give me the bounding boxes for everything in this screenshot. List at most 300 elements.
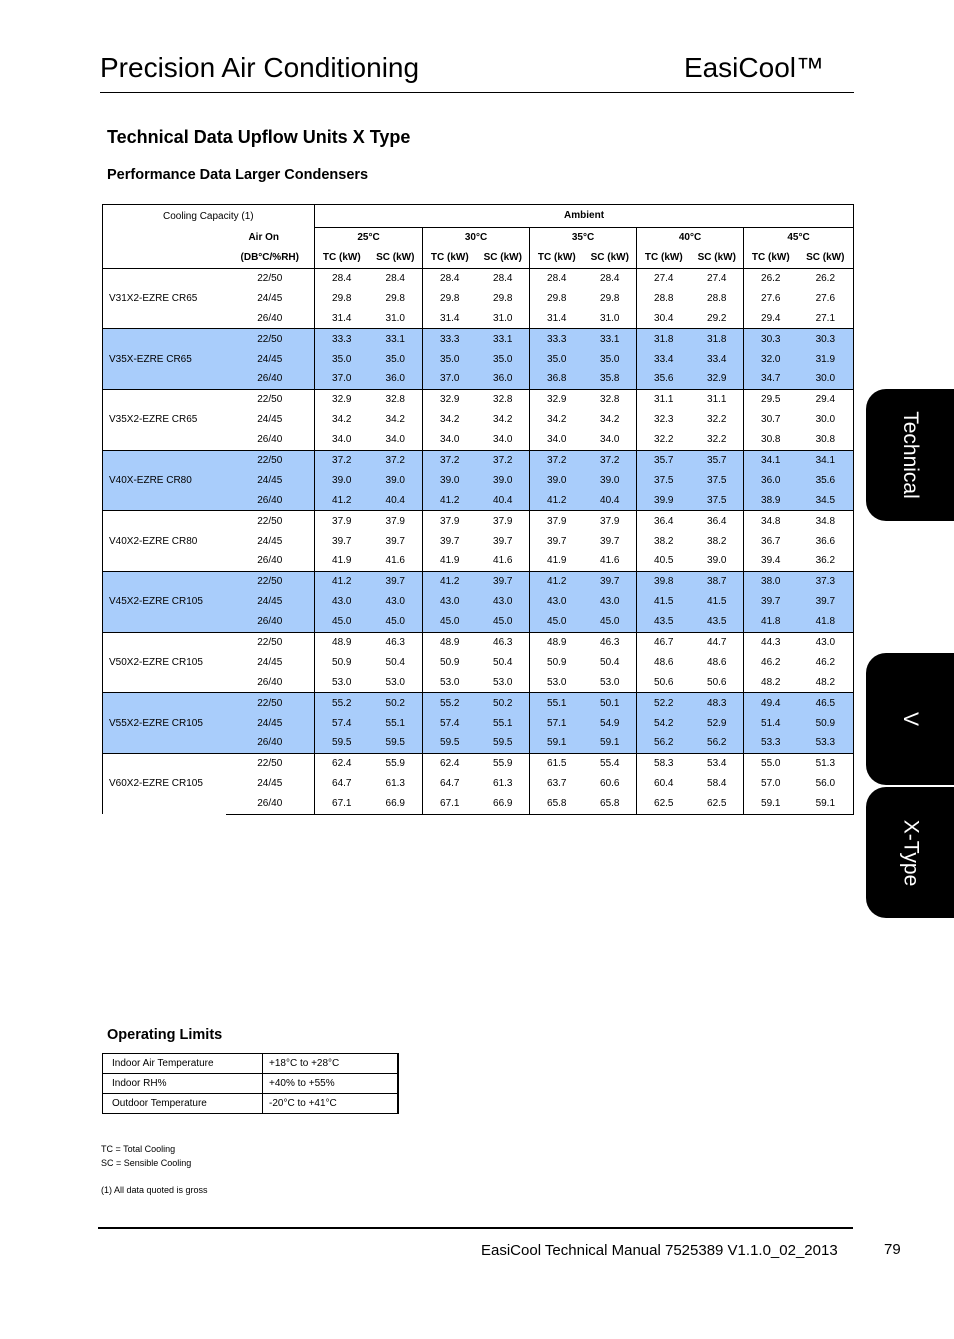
sc-value: 37.9 [584,511,637,531]
sc-value: 34.5 [798,490,854,510]
sc-value: 37.5 [691,490,744,510]
sc-value: 37.2 [369,450,423,470]
sc-value: 50.9 [798,713,854,733]
sc-value: 26.2 [798,268,854,288]
tc-value: 36.7 [744,531,798,551]
sc-header: SC (kW) [483,252,522,263]
sc-value: 29.8 [385,292,405,304]
footer-text: EasiCool Technical Manual 7525389 V1.1.0_02_2013 [481,1242,838,1259]
tc-value: 39.7 [423,531,477,551]
sc-value: 43.5 [691,612,744,632]
sc-value: 35.7 [691,450,744,470]
sc-value: 34.8 [798,511,854,531]
table-row [103,571,854,591]
ambient-label: Ambient [315,205,854,228]
sc-value: 38.7 [691,571,744,591]
sc-value: 50.1 [584,693,637,713]
tc-value: 39.0 [530,470,584,490]
tc-value: 62.4 [315,753,369,773]
tc-value: 39.7 [315,531,369,551]
header-title: Precision Air Conditioning [100,52,420,83]
tc-value: 28.4 [530,268,584,288]
tc-value: 41.5 [637,592,691,612]
tc-value: 57.4 [315,713,369,733]
tc-value: 48.9 [423,632,477,652]
limits-row [103,1074,398,1094]
sc-value: 39.7 [385,535,405,547]
sc-value: 31.1 [691,389,744,409]
tc-value: 41.2 [423,571,477,591]
sc-value: 40.4 [369,490,423,510]
tc-value: 34.8 [744,511,798,531]
tc-value: 55.0 [744,753,798,773]
sc-value: 39.0 [369,470,423,490]
sc-value: 29.8 [600,292,620,304]
footer-divider [98,1227,853,1229]
sc-value: 46.3 [477,632,530,652]
table-row [103,511,854,531]
air-on-condition: 26/40 [226,369,315,389]
tc-value: 36.4 [637,511,691,531]
sc-value: 50.2 [477,693,530,713]
tc-value: 29.5 [744,389,798,409]
tc-value: 37.0 [315,369,369,389]
tc-value: 31.8 [637,329,691,349]
tc-value: 41.2 [423,490,477,510]
sc-value: 41.6 [493,555,513,567]
sc-value: 28.4 [584,268,637,288]
tc-value: 39.7 [744,592,798,612]
sc-value: 35.0 [369,349,423,369]
tc-value: 29.4 [744,308,798,328]
air-on-condition: 26/40 [257,312,283,324]
tc-value: 53.0 [530,672,584,692]
tc-value: 45.0 [530,612,584,632]
tc-value: 32.9 [315,389,369,409]
sc-value: 58.4 [707,778,727,790]
tc-value: 34.2 [423,410,477,430]
sc-value: 40.4 [477,490,530,510]
tc-value: 29.8 [315,288,369,308]
sc-value: 37.9 [477,511,530,531]
tc-value: 53.0 [423,672,477,692]
sc-header: SC (kW) [697,252,736,263]
tab-x-type[interactable] [866,787,954,918]
tc-value: 28.4 [315,268,369,288]
tc-value: 50.9 [530,652,584,672]
model-name: V35X-EZRE CR65 [103,329,226,390]
tc-value: 59.1 [530,733,584,753]
sc-value: 37.2 [584,450,637,470]
tc-value: 30.4 [637,308,691,328]
sc-value: 50.2 [369,693,423,713]
tc-value: 46.2 [744,652,798,672]
tc-value: 59.1 [744,794,798,814]
air-on-condition: 24/45 [226,470,315,490]
tc-value: 39.9 [637,490,691,510]
tc-value: 37.0 [423,369,477,389]
sc-value: 55.1 [369,713,423,733]
tc-value: 39.8 [637,571,691,591]
sc-value: 35.6 [798,470,854,490]
model-name: V31X2-EZRE CR65 [103,268,226,329]
section-title: Technical Data Upflow Units X Type [107,127,411,147]
tc-value: 48.9 [530,632,584,652]
sc-value: 33.1 [584,329,637,349]
tc-value: 39.0 [315,470,369,490]
limit-label: Indoor Air Temperature [103,1054,263,1074]
subsection-title: Performance Data Larger Condensers [107,167,369,183]
tc-value: 29.8 [423,288,477,308]
sc-value: 34.2 [385,414,405,426]
tc-value: 41.9 [423,551,477,571]
limit-value: +40% to +55% [263,1074,398,1094]
sc-value: 59.5 [369,733,423,753]
tc-value: 60.4 [637,774,691,794]
table-row [103,389,854,409]
air-on-condition: 26/40 [226,612,315,632]
tc-value: 50.9 [423,652,477,672]
sc-value: 41.6 [385,555,405,567]
tc-value: 34.2 [315,410,369,430]
tc-value: 41.2 [530,571,584,591]
tc-value: 58.3 [637,753,691,773]
tc-value: 55.1 [530,693,584,713]
air-on-condition: 24/45 [226,592,315,612]
tc-value: 48.6 [637,652,691,672]
limit-value: -20°C to +41°C [263,1094,398,1114]
sc-value: 62.5 [691,794,744,814]
sc-value: 48.3 [691,693,744,713]
tc-value: 65.8 [530,794,584,814]
sc-header: SC (kW) [376,252,415,263]
tc-header: TC (kW) [744,248,798,269]
tab-v-label: V [898,711,922,727]
sc-value: 48.6 [707,656,727,668]
air-on-condition: 26/40 [257,434,283,446]
tc-value: 33.3 [530,329,584,349]
page-number: 79 [884,1241,901,1258]
sc-value: 34.0 [385,434,405,446]
tc-value: 39.0 [423,470,477,490]
tc-value: 64.7 [423,774,477,794]
sc-value: 35.8 [584,369,637,389]
sc-value: 31.0 [600,312,620,324]
note-sc: SC = Sensible Cooling [101,1158,192,1168]
model-name: V60X2-EZRE CR105 [103,753,226,814]
tc-value: 57.4 [423,713,477,733]
tc-value: 39.7 [530,531,584,551]
tc-value: 33.4 [637,349,691,369]
sc-value: 29.4 [798,389,854,409]
sc-value: 32.2 [707,414,727,426]
tc-value: 62.4 [423,753,477,773]
tc-value: 32.0 [744,349,798,369]
tc-value: 64.7 [315,774,369,794]
limits-row [103,1094,398,1114]
sc-value: 30.3 [798,329,854,349]
sc-value: 51.3 [798,753,854,773]
tc-value: 27.4 [637,268,691,288]
tc-value: 44.3 [744,632,798,652]
temp-header: 35°C [530,227,637,248]
tc-value: 35.0 [423,349,477,369]
tc-value: 41.2 [315,571,369,591]
header-brand: EasiCool™ [683,52,824,83]
sc-value: 33.4 [691,349,744,369]
air-on-condition: 22/50 [226,511,315,531]
sc-header: SC (kW) [590,252,629,263]
tc-value: 57.1 [530,713,584,733]
table-row [103,450,854,470]
tc-header: TC (kW) [423,248,477,269]
tc-value: 62.5 [637,794,691,814]
air-on-condition: 26/40 [226,733,315,753]
sc-value: 45.0 [584,612,637,632]
sc-value: 32.8 [584,389,637,409]
tc-value: 45.0 [423,612,477,632]
tc-value: 52.2 [637,693,691,713]
tc-value: 48.9 [315,632,369,652]
sc-value: 53.3 [798,733,854,753]
tc-value: 56.2 [637,733,691,753]
tc-value: 53.3 [744,733,798,753]
sc-value: 43.0 [369,592,423,612]
note-tc: TC = Total Cooling [101,1144,176,1154]
sc-value: 59.1 [798,794,854,814]
sc-value: 53.4 [691,753,744,773]
sc-value: 65.8 [584,794,637,814]
sc-value: 59.5 [477,733,530,753]
sc-value: 43.0 [477,592,530,612]
tc-value: 34.0 [530,430,584,450]
tc-value: 67.1 [315,794,369,814]
tc-header: TC (kW) [315,248,369,269]
air-on-condition: 22/50 [226,389,315,409]
tc-value: 34.2 [530,410,584,430]
tc-value: 35.7 [637,450,691,470]
sc-value: 48.2 [798,672,854,692]
limit-value: +18°C to +28°C [263,1054,398,1074]
air-on-condition: 22/50 [226,571,315,591]
tc-value: 30.8 [744,430,798,450]
tc-value: 36.8 [530,369,584,389]
sc-value: 55.1 [477,713,530,733]
sc-value: 39.7 [600,535,620,547]
tc-value: 43.0 [530,592,584,612]
tc-value: 37.2 [530,450,584,470]
sc-value: 39.7 [493,535,513,547]
tc-value: 31.1 [637,389,691,409]
tc-value: 26.2 [744,268,798,288]
note-gross: (1) All data quoted is gross [101,1185,208,1195]
sc-value: 46.3 [584,632,637,652]
tc-value: 27.6 [744,288,798,308]
sc-value: 32.2 [707,434,727,446]
sc-value: 66.9 [369,794,423,814]
tc-value: 59.5 [423,733,477,753]
air-on-condition: 24/45 [257,535,283,547]
tc-value: 32.3 [637,410,691,430]
tc-value: 32.2 [637,430,691,450]
tc-value: 50.9 [315,652,369,672]
sc-value: 60.6 [600,778,620,790]
tc-value: 49.4 [744,693,798,713]
sc-value: 52.9 [691,713,744,733]
sc-value: 39.7 [477,571,530,591]
sc-value: 36.4 [691,511,744,531]
tab-technical[interactable] [866,389,954,521]
tc-value: 41.9 [530,551,584,571]
sc-value: 31.9 [798,349,854,369]
sc-value: 39.7 [369,571,423,591]
tc-value: 35.6 [637,369,691,389]
sc-value: 35.0 [584,349,637,369]
model-name: V50X2-EZRE CR105 [103,632,226,693]
tc-value: 48.2 [744,672,798,692]
sc-value: 34.2 [600,414,620,426]
tc-value: 34.1 [744,450,798,470]
sc-value: 33.1 [477,329,530,349]
sc-value: 41.5 [691,592,744,612]
sc-value: 31.0 [493,312,513,324]
operating-limits-table [102,1053,399,1114]
sc-value: 28.4 [477,268,530,288]
sc-value: 56.2 [691,733,744,753]
sc-value: 46.5 [798,693,854,713]
sc-value: 32.8 [477,389,530,409]
tc-value: 31.4 [423,308,477,328]
air-on-condition: 22/50 [226,329,315,349]
air-on-condition: 26/40 [257,555,283,567]
sc-value: 43.0 [584,592,637,612]
model-name: V45X2-EZRE CR105 [103,571,226,632]
tc-value: 39.4 [744,551,798,571]
air-on-condition: 22/50 [226,693,315,713]
tab-v[interactable] [866,653,954,785]
air-on-condition: 26/40 [226,794,315,814]
sc-value: 53.0 [493,676,513,688]
sc-value: 27.4 [691,268,744,288]
sc-value: 39.0 [477,470,530,490]
temp-header: 45°C [744,227,854,248]
sc-value: 39.7 [798,592,854,612]
sc-value: 50.4 [600,656,620,668]
air-on-condition: 24/45 [257,292,283,304]
tc-value: 34.0 [423,430,477,450]
sc-value: 35.0 [477,349,530,369]
tc-value: 37.5 [637,470,691,490]
model-name: V35X2-EZRE CR65 [103,389,226,450]
tc-value: 34.7 [744,369,798,389]
sc-value: 45.0 [369,612,423,632]
limit-label: Outdoor Temperature [103,1094,263,1114]
tc-value: 33.3 [423,329,477,349]
tc-value: 57.0 [744,774,798,794]
sc-value: 32.9 [691,369,744,389]
tc-value: 28.8 [637,288,691,308]
tc-value: 37.2 [315,450,369,470]
sc-value: 54.9 [584,713,637,733]
performance-table [102,204,854,815]
table-row [103,268,854,288]
sc-value: 30.0 [798,369,854,389]
tc-value: 54.2 [637,713,691,733]
table-row [103,329,854,349]
sc-value: 37.9 [369,511,423,531]
model-name: V40X-EZRE CR80 [103,450,226,511]
tc-value: 41.9 [315,551,369,571]
limit-label: Indoor RH% [103,1074,263,1094]
sc-value: 45.0 [477,612,530,632]
sc-value: 34.1 [798,450,854,470]
air-on-condition: 26/40 [226,490,315,510]
tc-value: 53.0 [315,672,369,692]
tc-value: 41.2 [530,490,584,510]
table-row [103,693,854,713]
sc-value: 55.9 [369,753,423,773]
sc-value: 36.0 [477,369,530,389]
sc-header: SC (kW) [798,248,854,269]
sc-value: 30.8 [798,430,854,450]
tc-value: 38.0 [744,571,798,591]
sc-value: 50.4 [385,656,405,668]
tc-value: 29.8 [530,288,584,308]
tc-value: 35.0 [530,349,584,369]
tc-value: 43.5 [637,612,691,632]
tc-value: 32.9 [530,389,584,409]
tc-value: 50.6 [637,672,691,692]
sc-value: 27.6 [798,288,854,308]
tc-value: 61.5 [530,753,584,773]
sc-value: 39.0 [707,555,727,567]
sc-value: 34.2 [493,414,513,426]
tc-value: 37.9 [423,511,477,531]
tc-value: 43.0 [315,592,369,612]
tc-value: 41.2 [315,490,369,510]
sc-value: 41.6 [600,555,620,567]
sc-value: 66.9 [477,794,530,814]
tab-technical-label: Technical [899,411,922,499]
air-on-condition: 24/45 [257,778,283,790]
sc-value: 46.3 [369,632,423,652]
sc-value: 37.2 [477,450,530,470]
tc-value: 41.8 [744,612,798,632]
sc-value: 53.0 [385,676,405,688]
sc-value: 37.3 [798,571,854,591]
air-on-condition: 22/50 [226,450,315,470]
tc-value: 31.4 [315,308,369,328]
tc-value: 33.3 [315,329,369,349]
temp-header: 30°C [423,227,530,248]
sc-value: 29.2 [707,312,727,324]
sc-value: 36.0 [369,369,423,389]
sc-value: 34.0 [600,434,620,446]
air-on-condition: 24/45 [257,414,283,426]
air-on-condition: 26/40 [257,676,283,688]
limits-row [103,1054,398,1074]
tc-value: 38.9 [744,490,798,510]
sc-value: 29.8 [493,292,513,304]
sc-value: 27.1 [798,308,854,328]
sc-value: 30.0 [798,410,854,430]
sc-value: 33.1 [369,329,423,349]
air-on-condition: 24/45 [226,349,315,369]
air-on-condition: 22/50 [226,268,315,288]
tc-value: 37.9 [315,511,369,531]
tc-value: 43.0 [423,592,477,612]
sc-value: 61.3 [493,778,513,790]
